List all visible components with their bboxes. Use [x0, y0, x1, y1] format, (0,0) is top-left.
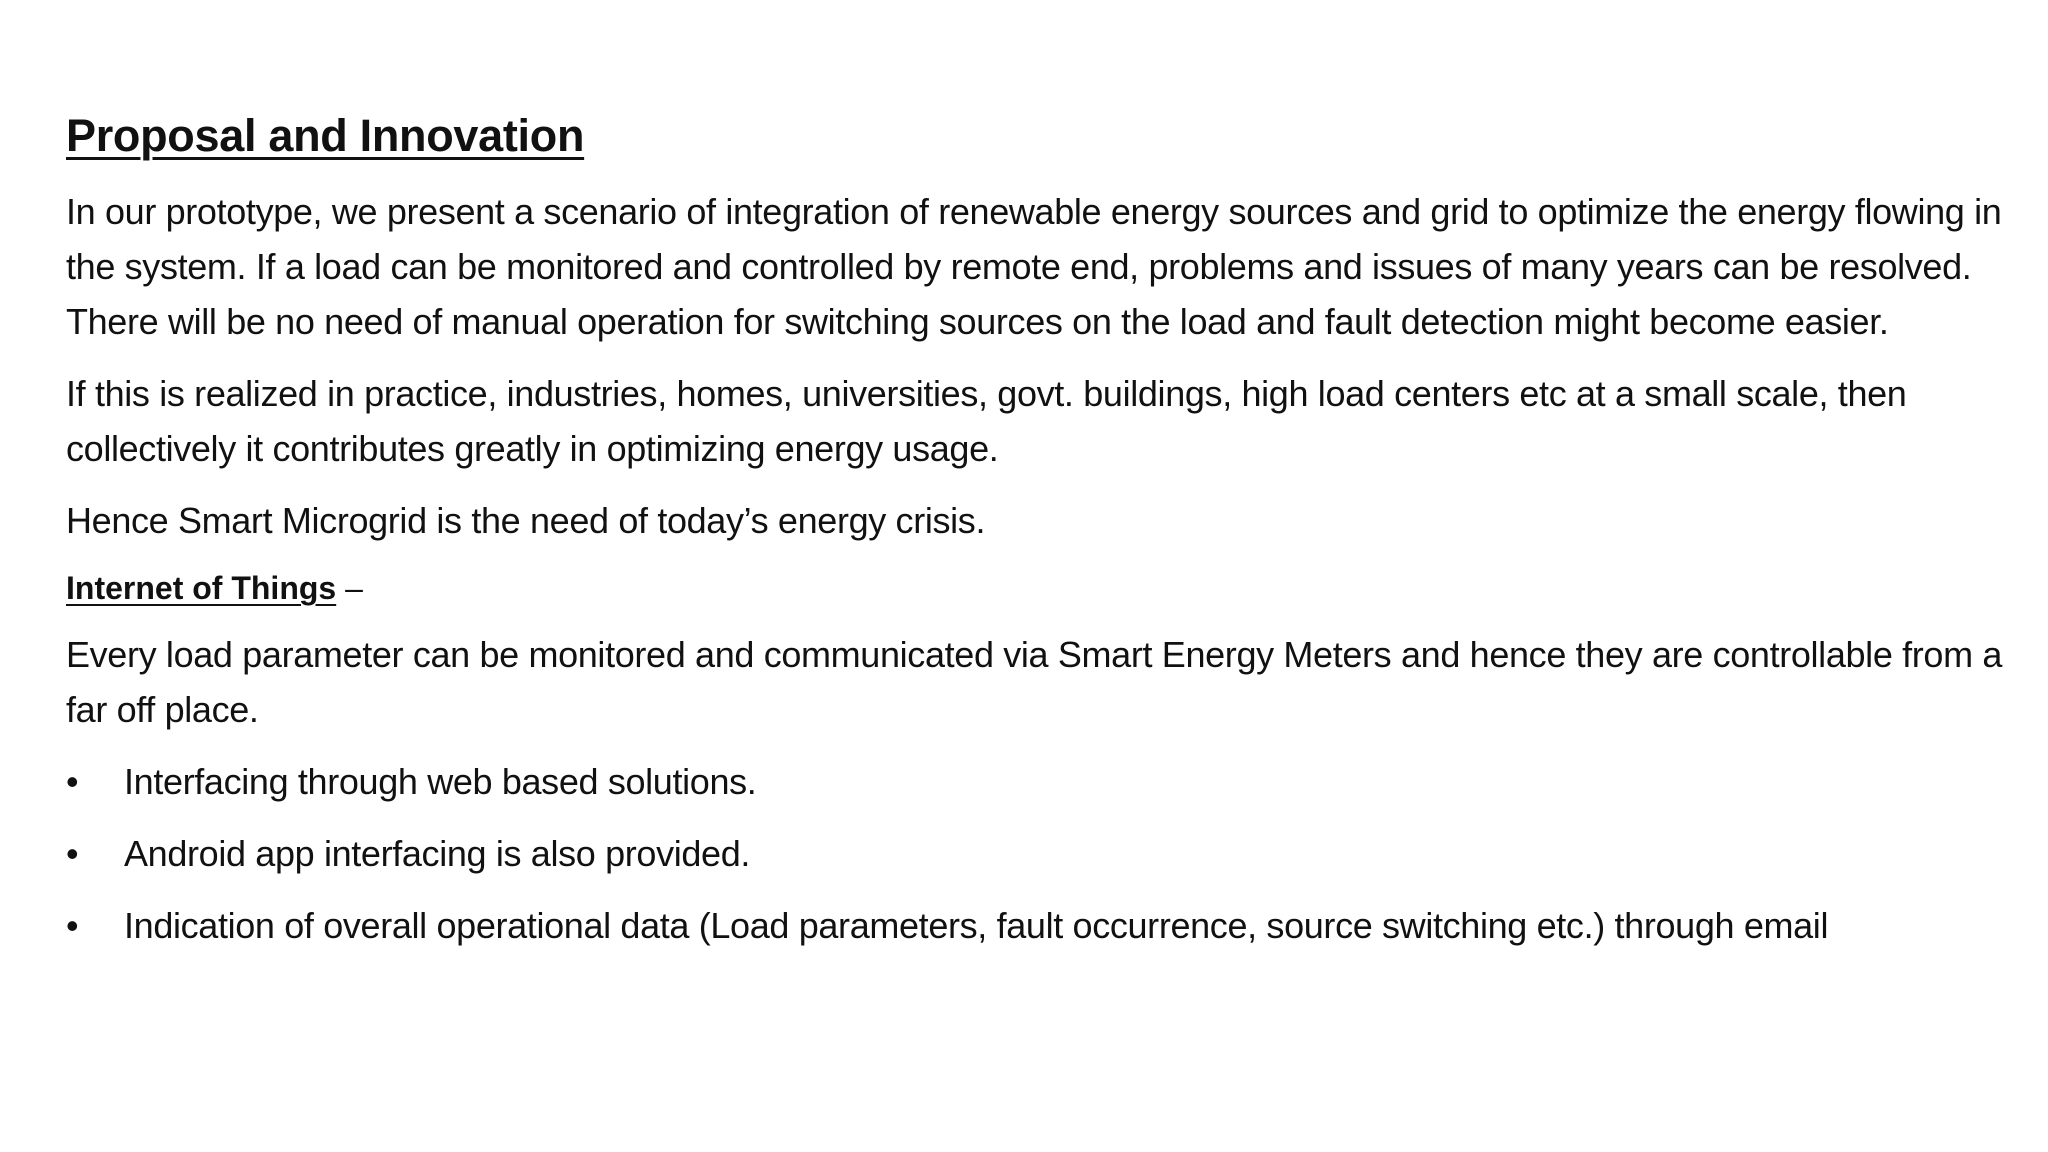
bullet-icon: • [66, 761, 79, 802]
conclusion-paragraph: Hence Smart Microgrid is the need of today’s energy crisis. [66, 500, 986, 541]
iot-subheading [66, 565, 2041, 611]
list-item [66, 754, 2041, 809]
list-item [66, 826, 2041, 881]
bullet-icon: • [66, 833, 79, 874]
list-item [66, 898, 2041, 953]
list-item-text: Android app interfacing is also provided. [124, 833, 751, 874]
iot-subheading-label: Internet of Things [66, 570, 337, 606]
intro-paragraph: In our prototype, we present a scenario of integration of renewable energy sources and grid to optimize the energy flowing in the system. If a load can be monitored and controlled by remote end, problems and issues of many years can be resolved. There will be no need of manual operation for switching sources on the load and fault detection might become easier. [66, 191, 2002, 342]
iot-paragraph: Every load parameter can be monitored and communicated via Smart Energy Meters and hence they are controllable from a far off place. [66, 634, 2003, 730]
bullet-icon: • [66, 905, 79, 946]
feature-list [66, 754, 2041, 953]
practice-paragraph: If this is realized in practice, industries, homes, universities, govt. buildings, high load centers etc at a small scale, then collectively it contributes greatly in optimizing energy usage. [66, 373, 1907, 469]
iot-subheading-dash: – [336, 570, 363, 606]
slide-content [66, 108, 2041, 970]
slide-title: Proposal and Innovation [66, 110, 585, 161]
list-item-text: Indication of overall operational data (Load parameters, fault occurrence, source switching etc.) through email [124, 905, 1829, 946]
list-item-text: Interfacing through web based solutions. [124, 761, 757, 802]
